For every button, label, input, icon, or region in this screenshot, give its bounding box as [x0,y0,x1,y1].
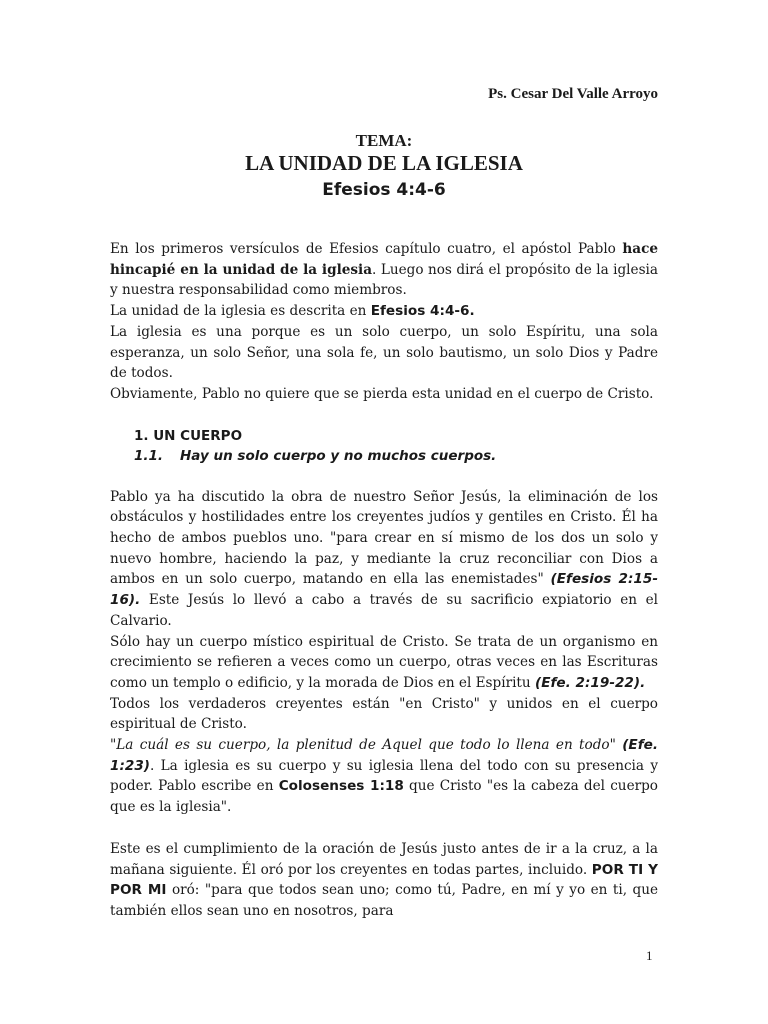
paragraph [110,239,658,301]
paragraph: La iglesia es una porque es un solo cuerpo, un solo Espíritu, una sola esperanza, un solo Señor, una sola fe, un solo bautismo, un solo Dios y Padre de todos. [110,323,658,382]
page-title: LA UNIDAD DE LA IGLESIA [245,151,523,175]
text-run: oró: "para que todos sean uno; como tú, Padre, en mí y yo en ti, que también ellos sean uno en nosotros, para [110,882,658,919]
bold-italic-reference: (Efe. 2:19-22). [534,674,646,691]
paragraph [110,735,658,818]
paragraph [110,839,658,922]
text-run: Pablo ya ha discutido la obra de nuestro Señor Jesús, la eliminación de los obstáculos y hostilidades entre los creyentes judíos y gentiles en Cristo. Él ha hecho de ambos pueblos uno. "para crear en sí mismo de los dos un solo y nuevo hombre, haciendo la paz, y mediante la cruz reconciliar con Dios a ambos en un solo cuerpo, matando en ella las enemistades" [110,488,658,588]
text-run: Este es el cumplimiento de la oración de Jesús justo antes de ir a la cruz, a la mañana siguiente. Él oró por los creyentes en todas partes, incluido. [110,840,658,878]
section-heading: 1. UN CUERPO [134,427,243,444]
tema-label: TEMA: [355,131,413,150]
text-run: La unidad de la iglesia es descrita en [110,303,371,320]
paragraph [110,487,658,632]
bold-reference: Colosenses 1:18 [278,778,404,795]
bold-text: POR TI Y POR MI [110,861,658,899]
text-run: que Cristo "es la cabeza del cuerpo que es la iglesia". [110,778,658,816]
italic-quote: La cuál es su cuerpo, la plenitud de Aquel que todo lo llena en todo [116,737,610,754]
bold-italic-reference: (Efe. 1:23) [110,737,659,774]
text-run: . La iglesia es su cuerpo y su iglesia llena del todo con su presencia y poder. Pablo escribe en [110,757,658,795]
bold-text: hace hincapié en la unidad de la iglesia [110,241,658,278]
bold-italic-reference: (Efesios 2:15-16). [110,571,658,609]
text-run: Sólo hay un cuerpo místico espiritual de Cristo. Se trata de un organismo en crecimiento se refieren a veces como un cuerpo, otras veces en las Escrituras como un templo o edificio, y la morada de Dios en el Espíritu [110,633,658,691]
document-body [110,239,658,922]
subsection-text: Hay un solo cuerpo y no muchos cuerpos. [180,447,497,464]
author-line: Ps. Cesar Del Valle Arroyo [488,86,658,102]
page-number: 1 [646,948,653,963]
text-run: " [609,737,623,754]
text-run: " [110,737,117,754]
bold-reference: Efesios 4:4-6. [370,303,475,320]
text-run: . Luego nos dirá el propósito de la iglesia y nuestra responsabilidad como miembros. [110,261,659,299]
paragraph: Todos los verdaderos creyentes están "en Cristo" y unidos en el cuerpo espiritual de Cristo. [110,695,658,733]
scripture-reference: Efesios 4:4-6 [322,180,446,200]
text-run: Este Jesús lo llevó a cabo a través de su sacrificio expiatorio en el Calvario. [110,592,658,629]
subsection-number: 1.1. [134,447,164,464]
paragraph [110,301,658,322]
paragraph: Obviamente, Pablo no quiere que se pierda esta unidad en el cuerpo de Cristo. [110,385,654,402]
text-run: En los primeros versículos de Efesios capítulo cuatro, el apóstol Pablo [110,241,623,257]
subsection-heading [110,446,658,466]
paragraph [110,632,658,694]
